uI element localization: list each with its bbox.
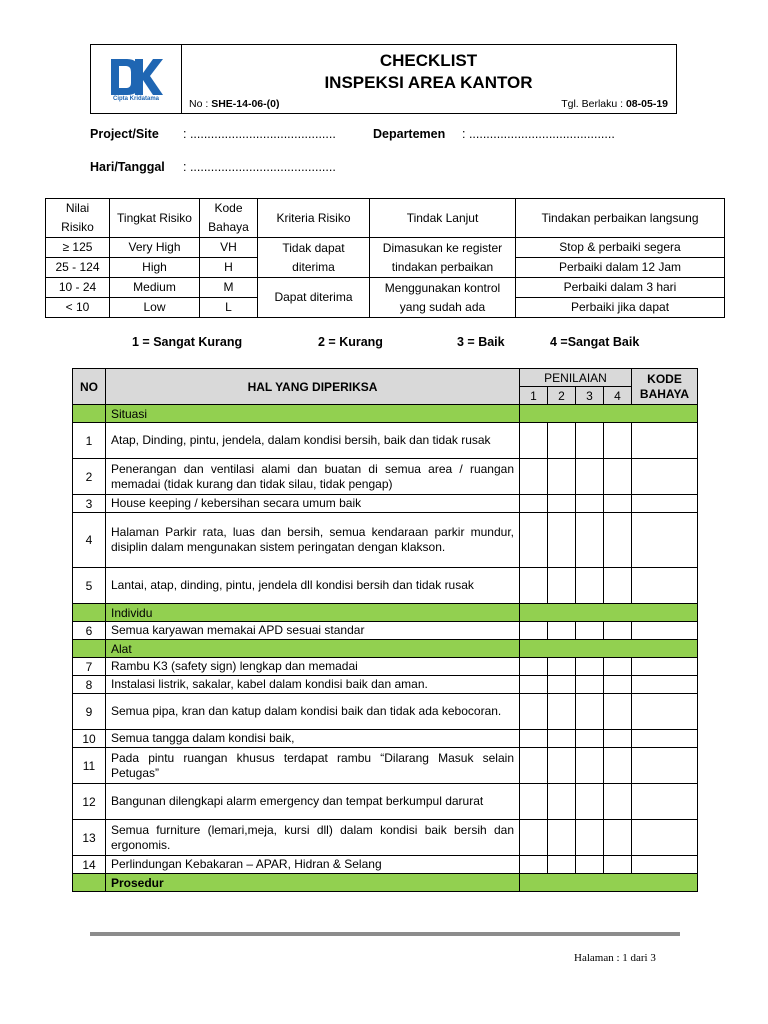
section-spacer xyxy=(73,604,106,622)
risk-kode: M xyxy=(200,278,258,298)
col-kode-header: KODE BAHAYA xyxy=(632,369,698,405)
score-cell[interactable] xyxy=(576,658,604,676)
risk-kriteria-2: Dapat diterima xyxy=(258,278,370,318)
row-text: Bangunan dilengkapi alarm emergency dan tempat berkumpul darurat xyxy=(106,784,520,820)
table-row xyxy=(73,658,698,676)
kode-cell[interactable] xyxy=(632,676,698,694)
section-prosedur: Prosedur xyxy=(106,874,520,892)
row-text: House keeping / kebersihan secara umum baik xyxy=(106,495,520,513)
row-number: 14 xyxy=(73,856,106,874)
section-spacer xyxy=(520,604,698,622)
score-cell[interactable] xyxy=(576,622,604,640)
table-row xyxy=(73,495,698,513)
row-number: 6 xyxy=(73,622,106,640)
score-cell[interactable] xyxy=(576,676,604,694)
no-label: No : xyxy=(189,98,212,110)
score-cell[interactable] xyxy=(520,748,548,784)
risk-header-nilai: Nilai Risiko xyxy=(46,199,110,238)
score-cell[interactable] xyxy=(548,676,576,694)
kode-cell[interactable] xyxy=(632,459,698,495)
score-cell[interactable] xyxy=(576,694,604,730)
row-number: 1 xyxy=(73,423,106,459)
ck-logo-icon xyxy=(91,45,181,113)
score-cell[interactable] xyxy=(576,820,604,856)
document-header xyxy=(90,44,677,114)
score-header-2: 2 xyxy=(548,387,576,405)
score-cell[interactable] xyxy=(604,459,632,495)
kode-cell[interactable] xyxy=(632,423,698,459)
score-cell[interactable] xyxy=(604,658,632,676)
score-header-4: 4 xyxy=(604,387,632,405)
risk-kode: VH xyxy=(200,238,258,258)
row-number: 11 xyxy=(73,748,106,784)
title-line-2: INSPEKSI AREA KANTOR xyxy=(324,73,533,92)
score-cell[interactable] xyxy=(576,513,604,568)
row-number: 4 xyxy=(73,513,106,568)
legend-item: 4 =Sangat Baik xyxy=(550,335,640,349)
section-spacer xyxy=(73,640,106,658)
score-cell[interactable] xyxy=(576,856,604,874)
score-cell[interactable] xyxy=(520,423,548,459)
score-cell[interactable] xyxy=(520,568,548,604)
project-label: Project/Site xyxy=(90,127,159,141)
table-row xyxy=(73,784,698,820)
document-number xyxy=(189,98,279,110)
risk-tindakan: Perbaiki dalam 3 hari xyxy=(516,278,725,298)
kode-cell[interactable] xyxy=(632,694,698,730)
section-spacer xyxy=(520,874,698,892)
score-cell[interactable] xyxy=(604,676,632,694)
row-text: Halaman Parkir rata, luas dan bersih, semua kendaraan parkir mundur, disiplin dalam mengunakan sistem peringatan dengan klakson. xyxy=(106,513,520,568)
score-cell[interactable] xyxy=(548,622,576,640)
score-cell[interactable] xyxy=(576,495,604,513)
row-number: 9 xyxy=(73,694,106,730)
risk-kriteria-1: Tidak dapat diterima xyxy=(258,238,370,278)
score-cell[interactable] xyxy=(548,820,576,856)
score-cell[interactable] xyxy=(604,748,632,784)
risk-lanjut-2: Menggunakan kontrol yang sudah ada xyxy=(370,278,516,318)
score-cell[interactable] xyxy=(576,568,604,604)
score-cell[interactable] xyxy=(548,658,576,676)
score-cell[interactable] xyxy=(548,495,576,513)
score-cell[interactable] xyxy=(520,856,548,874)
row-text: Semua tangga dalam kondisi baik, xyxy=(106,730,520,748)
section-individu: Individu xyxy=(106,604,520,622)
table-row xyxy=(73,730,698,748)
row-text: Atap, Dinding, pintu, jendela, dalam kondisi bersih, baik dan tidak rusak xyxy=(106,423,520,459)
valid-date xyxy=(561,98,668,110)
score-cell[interactable] xyxy=(604,513,632,568)
table-row xyxy=(73,676,698,694)
row-number: 10 xyxy=(73,730,106,748)
score-cell[interactable] xyxy=(604,568,632,604)
score-cell[interactable] xyxy=(604,784,632,820)
score-cell[interactable] xyxy=(520,676,548,694)
risk-nilai: 25 - 124 xyxy=(46,258,110,278)
kode-cell[interactable] xyxy=(632,784,698,820)
row-text: Semua pipa, kran dan katup dalam kondisi baik dan tidak ada kebocoran. xyxy=(106,694,520,730)
row-text: Perlindungan Kebakaran – APAR, Hidran & Selang xyxy=(106,856,520,874)
row-text: Instalasi listrik, sakalar, kabel dalam kondisi baik dan aman. xyxy=(106,676,520,694)
score-cell[interactable] xyxy=(520,658,548,676)
section-situasi: Situasi xyxy=(106,405,520,423)
legend-item: 2 = Kurang xyxy=(318,335,383,349)
score-cell[interactable] xyxy=(604,856,632,874)
table-row xyxy=(73,459,698,495)
footer-divider xyxy=(90,932,680,936)
score-cell[interactable] xyxy=(520,459,548,495)
score-cell[interactable] xyxy=(604,730,632,748)
logo-text: Cipta Kridatama xyxy=(112,96,159,102)
row-text: Semua karyawan memakai APD sesuai standar xyxy=(106,622,520,640)
table-row xyxy=(73,622,698,640)
row-text: Rambu K3 (safety sign) lengkap dan memadai xyxy=(106,658,520,676)
hari-label: Hari/Tanggal xyxy=(90,160,165,174)
table-row xyxy=(73,694,698,730)
legend-item: 3 = Baik xyxy=(457,335,505,349)
row-number: 13 xyxy=(73,820,106,856)
row-text: Pada pintu ruangan khusus terdapat rambu “Dilarang Masuk selain Petugas” xyxy=(106,748,520,784)
no-value: SHE-14-06-(0) xyxy=(211,98,280,110)
score-header-3: 3 xyxy=(576,387,604,405)
risk-tingkat: Low xyxy=(110,298,200,318)
score-cell[interactable] xyxy=(576,730,604,748)
kode-cell[interactable] xyxy=(632,658,698,676)
risk-header-lanjut: Tindak Lanjut xyxy=(370,199,516,238)
risk-matrix-table xyxy=(45,198,725,318)
section-spacer xyxy=(73,874,106,892)
company-logo xyxy=(91,45,182,113)
section-spacer xyxy=(520,405,698,423)
risk-kode: H xyxy=(200,258,258,278)
risk-nilai: ≥ 125 xyxy=(46,238,110,258)
col-penilaian-header: PENILAIAN xyxy=(520,369,632,387)
section-spacer xyxy=(73,405,106,423)
col-no-header: NO xyxy=(73,369,106,405)
risk-nilai: < 10 xyxy=(46,298,110,318)
score-cell[interactable] xyxy=(604,495,632,513)
risk-tindakan: Perbaiki dalam 12 Jam xyxy=(516,258,725,278)
score-cell[interactable] xyxy=(548,423,576,459)
score-cell[interactable] xyxy=(520,784,548,820)
title-line-1: CHECKLIST xyxy=(379,51,478,70)
row-number: 8 xyxy=(73,676,106,694)
legend-item: 1 = Sangat Kurang xyxy=(132,335,243,349)
table-row xyxy=(73,748,698,784)
row-text: Penerangan dan ventilasi alami dan buatan di semua area / ruangan memadai (tidak kurang dan tidak silau, tidak pengap) xyxy=(106,459,520,495)
risk-header-kode: Kode Bahaya xyxy=(200,199,258,238)
table-row xyxy=(73,820,698,856)
table-row xyxy=(73,513,698,568)
section-spacer xyxy=(520,640,698,658)
table-row xyxy=(73,568,698,604)
score-cell[interactable] xyxy=(520,495,548,513)
score-cell[interactable] xyxy=(548,730,576,748)
kode-cell[interactable] xyxy=(632,730,698,748)
score-cell[interactable] xyxy=(548,568,576,604)
risk-tingkat: Very High xyxy=(110,238,200,258)
row-number: 7 xyxy=(73,658,106,676)
kode-cell[interactable] xyxy=(632,856,698,874)
score-cell[interactable] xyxy=(604,694,632,730)
dept-input[interactable]: : .......................................... xyxy=(462,127,615,141)
risk-kode: L xyxy=(200,298,258,318)
tgl-label: Tgl. Berlaku : xyxy=(561,98,626,110)
score-cell[interactable] xyxy=(520,694,548,730)
score-cell[interactable] xyxy=(520,513,548,568)
score-cell[interactable] xyxy=(604,820,632,856)
score-cell[interactable] xyxy=(576,784,604,820)
project-input[interactable]: : .......................................... xyxy=(183,127,336,141)
table-row xyxy=(73,423,698,459)
row-text: Lantai, atap, dinding, pintu, jendela dll kondisi bersih dan tidak rusak xyxy=(106,568,520,604)
inspection-checklist-table xyxy=(72,368,698,892)
risk-nilai: 10 - 24 xyxy=(46,278,110,298)
score-cell[interactable] xyxy=(520,730,548,748)
risk-tindakan: Perbaiki jika dapat xyxy=(516,298,725,318)
kode-cell[interactable] xyxy=(632,568,698,604)
score-cell[interactable] xyxy=(604,423,632,459)
tgl-value: 08-05-19 xyxy=(625,98,668,110)
kode-cell[interactable] xyxy=(632,495,698,513)
score-cell[interactable] xyxy=(548,513,576,568)
risk-tingkat: High xyxy=(110,258,200,278)
score-cell[interactable] xyxy=(576,459,604,495)
risk-tingkat: Medium xyxy=(110,278,200,298)
score-cell[interactable] xyxy=(548,784,576,820)
risk-tindakan: Stop & perbaiki segera xyxy=(516,238,725,258)
hari-input[interactable]: : .......................................... xyxy=(183,160,336,174)
risk-header-tindakan: Tindakan perbaikan langsung xyxy=(516,199,725,238)
dept-label: Departemen xyxy=(373,127,446,141)
score-cell[interactable] xyxy=(548,459,576,495)
score-cell[interactable] xyxy=(576,423,604,459)
kode-cell[interactable] xyxy=(632,622,698,640)
row-number: 2 xyxy=(73,459,106,495)
section-alat: Alat xyxy=(106,640,520,658)
score-cell[interactable] xyxy=(604,622,632,640)
table-row xyxy=(73,856,698,874)
page-number: Halaman : 1 dari 3 xyxy=(574,952,656,964)
row-number: 5 xyxy=(73,568,106,604)
kode-cell[interactable] xyxy=(632,513,698,568)
risk-header-tingkat: Tingkat Risiko xyxy=(110,199,200,238)
risk-header-kriteria: Kriteria Risiko xyxy=(258,199,370,238)
risk-lanjut-1: Dimasukan ke register tindakan perbaikan xyxy=(370,238,516,278)
row-number: 3 xyxy=(73,495,106,513)
score-cell[interactable] xyxy=(576,748,604,784)
score-cell[interactable] xyxy=(548,694,576,730)
score-header-1: 1 xyxy=(520,387,548,405)
col-hal-header: HAL YANG DIPERIKSA xyxy=(106,369,520,405)
row-number: 12 xyxy=(73,784,106,820)
score-cell[interactable] xyxy=(548,856,576,874)
score-cell[interactable] xyxy=(520,820,548,856)
kode-cell[interactable] xyxy=(632,748,698,784)
row-text: Semua furniture (lemari,meja, kursi dll) dalam kondisi baik bersih dan ergonomis. xyxy=(106,820,520,856)
score-cell[interactable] xyxy=(520,622,548,640)
kode-cell[interactable] xyxy=(632,820,698,856)
score-cell[interactable] xyxy=(548,748,576,784)
